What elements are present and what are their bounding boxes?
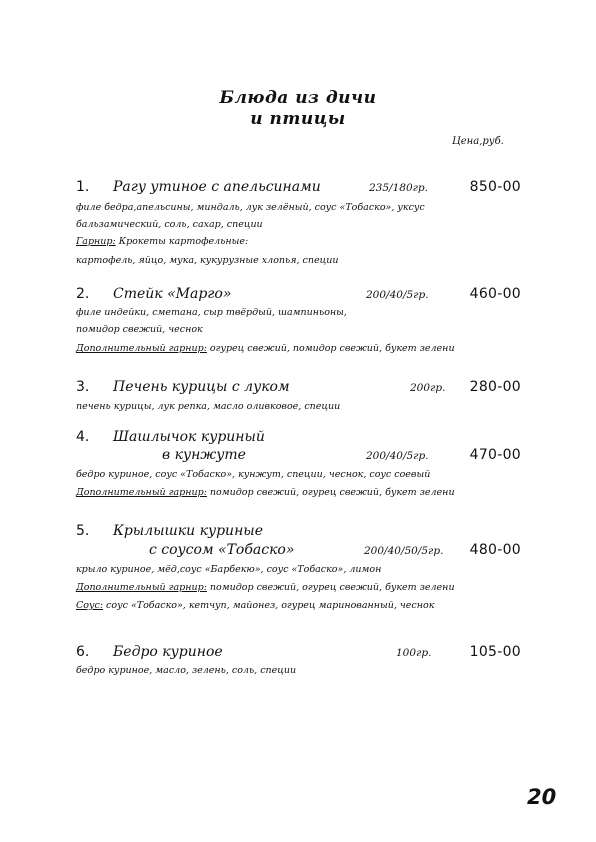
description-line: филе бедра,апельсины, миндаль, лук зелёный, соус «Тобаско», уксус [76, 202, 425, 213]
sauce-label: Соус: [76, 600, 104, 611]
item-name: Крылышки куриные [113, 523, 263, 539]
item-description [76, 201, 536, 268]
item-weight: 200/40/50/5гр. [364, 545, 444, 557]
item-number: 5. [76, 523, 90, 539]
item-weight: 200гр. [410, 382, 446, 394]
description-line: бедро куриное, масло, зелень, соль, специи [76, 665, 297, 676]
description-line: бальзамический, соль, сахар, специи [76, 219, 263, 230]
item-name: Рагу утиное с апельсинами [113, 179, 321, 195]
page-title-line1: Блюда из дичи [219, 88, 377, 108]
garnish-label: Дополнительный гарнир: [76, 487, 207, 498]
item-description [76, 468, 536, 500]
item-name: Шашлычок куриный [113, 429, 265, 445]
description-line: филе индейки, сметана, сыр твёрдый, шампиньоны, [76, 307, 347, 318]
item-name-line2: с соусом «Тобаско» [149, 542, 295, 558]
item-weight: 200/40/5гр. [366, 450, 429, 462]
garnish-text: помидор свежий, огурец свежий, букет зелени [206, 487, 455, 498]
garnish-label: Гарнир: [76, 236, 116, 247]
garnish-line [76, 581, 536, 595]
garnish-text: Крокеты картофельные: [115, 236, 249, 247]
item-price: 280-00 [469, 379, 521, 395]
item-price: 460-00 [469, 286, 521, 302]
item-description [76, 400, 536, 414]
garnish-line [76, 486, 536, 500]
item-description [76, 306, 536, 356]
item-price: 480-00 [469, 542, 521, 558]
sauce-text: соус «Тобаско», кетчуп, майонез, огурец маринованный, чеснок [103, 600, 435, 611]
garnish-label: Дополнительный гарнир: [76, 582, 207, 593]
description-line: печень курицы, лук репка, масло оливковое, специи [76, 401, 341, 412]
item-number: 3. [76, 379, 90, 395]
garnish-text: огурец свежий, помидор свежий, букет зелени [206, 343, 455, 354]
description-line: помидор свежий, чеснок [76, 324, 203, 335]
item-weight: 200/40/5гр. [366, 289, 429, 301]
description-line: крыло куриное, мёд,соус «Барбекю», соус «Тобаско», лимон [76, 564, 382, 575]
item-price: 470-00 [469, 447, 521, 463]
item-description [76, 563, 536, 613]
item-description [76, 664, 536, 678]
item-number: 4. [76, 429, 90, 445]
garnish-text: помидор свежий, огурец свежий, букет зелени [206, 582, 455, 593]
item-weight: 235/180гр. [369, 182, 428, 194]
item-number: 1. [76, 179, 90, 195]
item-name: Стейк «Марго» [113, 286, 232, 302]
garnish-line [76, 235, 536, 249]
item-name-line2: в кунжуте [162, 447, 246, 463]
price-column-header: Цена,руб. [452, 136, 504, 147]
item-name: Бедро куриное [113, 644, 223, 660]
item-price: 105-00 [469, 644, 521, 660]
item-name: Печень курицы с луком [113, 379, 290, 395]
page-title-line2: и птицы [250, 109, 346, 129]
item-number: 6. [76, 644, 90, 660]
sauce-line [76, 599, 536, 613]
item-price: 850-00 [469, 179, 521, 195]
page-number: 20 [527, 785, 557, 809]
garnish-label: Дополнительный гарнир: [76, 343, 207, 354]
description-line: картофель, яйцо, мука, кукурузные хлопья, специи [76, 255, 339, 266]
description-line: бедро куриное, соус «Тобаско», кунжут, специи, чеснок, соус соевый [76, 469, 431, 480]
item-weight: 100гр. [396, 647, 432, 659]
item-number: 2. [76, 286, 90, 302]
garnish-line [76, 342, 536, 356]
